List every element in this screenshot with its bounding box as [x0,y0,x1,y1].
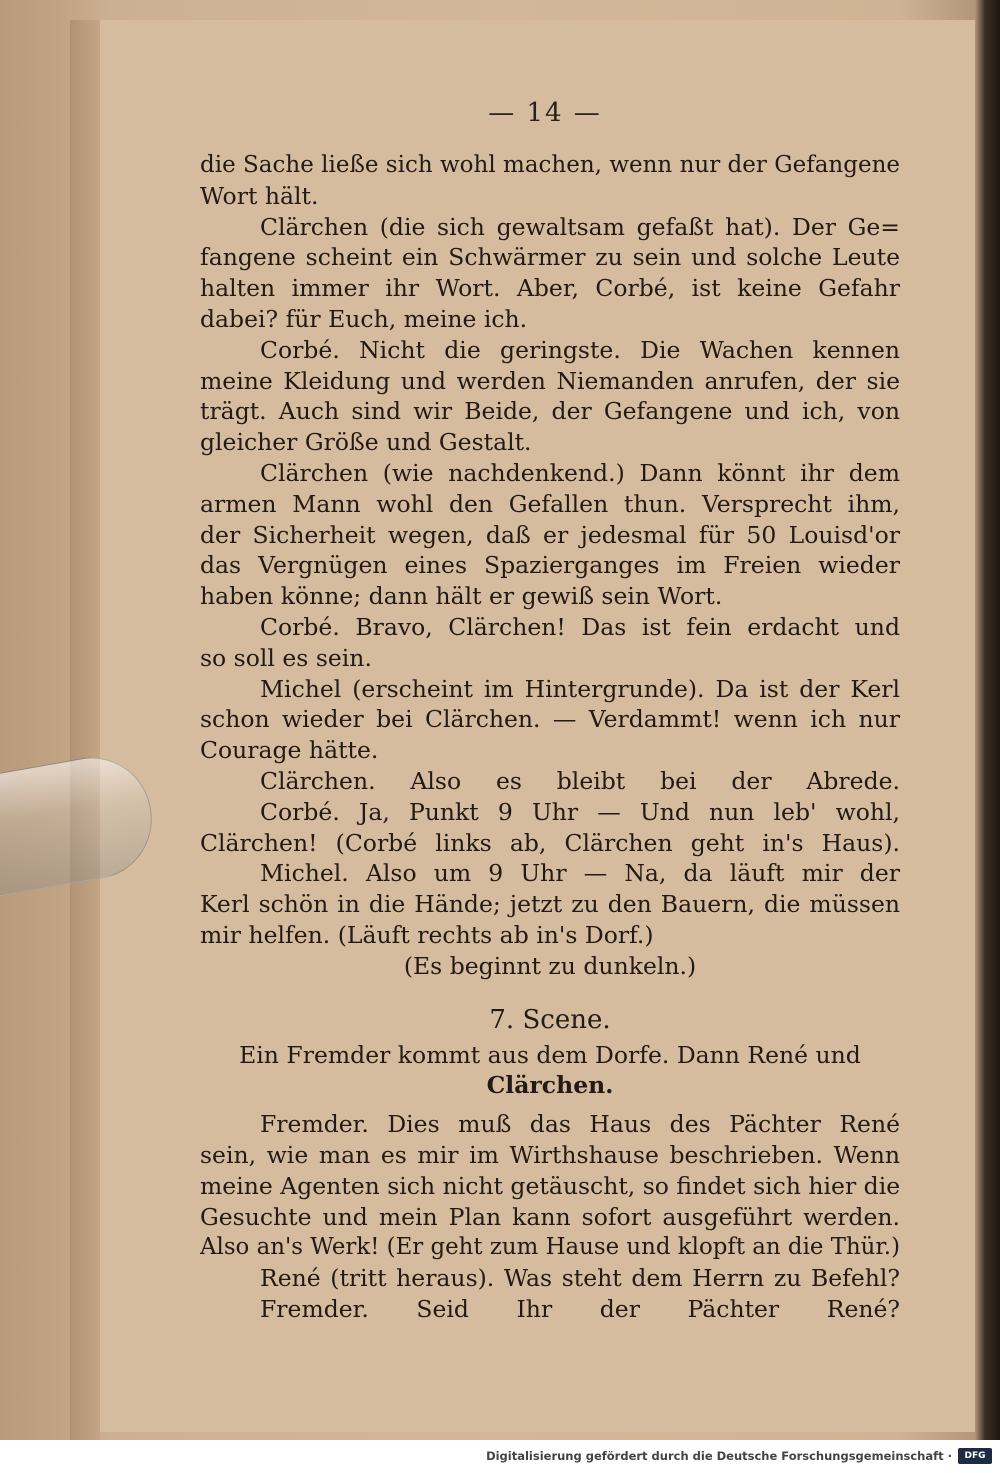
text-line: trägt. Auch sind wir Beide, der Gefangene und ich, von [200,397,900,426]
text-line: Clärchen. [486,1071,614,1100]
text-line: haben könne; dann hält er gewiß sein Wort. [200,582,723,611]
page-number: — 14 — [488,98,602,128]
scene-heading: 7. Scene. [489,1004,611,1035]
text-line: das Vergnügen eines Spazierganges im Freien wieder [200,551,900,580]
text-line: Also an's Werk! (Er geht zum Hause und klopft an die Thür.) [200,1234,900,1261]
text-line: dabei? für Euch, meine ich. [200,304,528,333]
text-line: sein, wie man es mir im Wirthshause beschrieben. Wenn [200,1140,900,1169]
text-line: halten immer ihr Wort. Aber, Corbé, ist keine Gefahr [200,274,900,303]
text-line: schon wieder bei Clärchen. — Verdammt! wenn ich nur [200,705,900,734]
text-line: Fremder. Seid Ihr der Pächter René? [260,1294,900,1323]
text-line: René (tritt heraus). Was steht dem Herrn zu Befehl? [260,1264,900,1293]
text-line: die Sache ließe sich wohl machen, wenn nur der Gefangene [200,152,900,178]
text-line: Clärchen (die sich gewaltsam gefaßt hat). Der Ge= [260,212,900,241]
text-line: Fremder. Dies muß das Haus des Pächter René [260,1110,900,1139]
text-line: Courage hätte. [200,736,379,765]
text-line: Gesuchte und mein Plan kann sofort ausgeführt werden. [200,1202,900,1231]
text-line: Michel (erscheint im Hintergrunde). Da ist der Kerl [260,674,900,703]
text-line: fangene scheint ein Schwärmer zu sein und solche Leute [200,243,900,272]
text-line: Corbé. Ja, Punkt 9 Uhr — Und nun leb' wohl, [260,797,900,826]
text-line: Clärchen (wie nachdenkend.) Dann könnt ihr dem [260,458,900,487]
text-line: Clärchen! (Corbé links ab, Clärchen geht in's Haus). [200,828,900,857]
text-line: Ein Fremder kommt aus dem Dorfe. Dann René und [239,1040,861,1069]
dialogue-block-2 [200,1109,900,1325]
text-line: mir helfen. (Läuft rechts ab in's Dorf.) [200,920,654,949]
text-line: der Sicherheit wegen, daß er jedesmal für 50 Louisd'or [200,520,900,549]
dialogue-block-1 [200,150,900,982]
scene-intro [200,1040,900,1102]
dfg-logo: DFG [958,1448,992,1464]
page-text [200,150,900,1325]
text-line: Clärchen. Also es bleibt bei der Abrede. [260,766,900,795]
text-line: Michel. Also um 9 Uhr — Na, da läuft mir der [260,859,900,888]
page-edge [70,20,100,1440]
text-line: gleicher Größe und Gestalt. [200,428,532,457]
text-line: meine Kleidung und werden Niemanden anrufen, der sie [200,366,900,395]
text-line: Kerl schön in die Hände; jetzt zu den Bauern, die müssen [200,890,900,919]
text-line: armen Mann wohl den Gefallen thun. Versprecht ihm, [200,489,900,518]
text-line: so soll es sein. [200,643,372,672]
spacer [200,982,900,1000]
spacer [200,1101,900,1109]
text-line: (Es beginnt zu dunkeln.) [403,951,697,980]
footer-bar [0,1440,1000,1473]
text-line: Corbé. Bravo, Clärchen! Das ist fein erdacht und [260,612,900,641]
text-line: meine Agenten sich nicht getäuscht, so findet sich hier die [200,1171,900,1200]
text-line: Corbé. Nicht die geringste. Die Wachen kennen [260,335,900,364]
footer-credit: Digitalisierung gefördert durch die Deutsche Forschungsgemeinschaft · [486,1449,952,1463]
text-line: Wort hält. [200,181,319,210]
